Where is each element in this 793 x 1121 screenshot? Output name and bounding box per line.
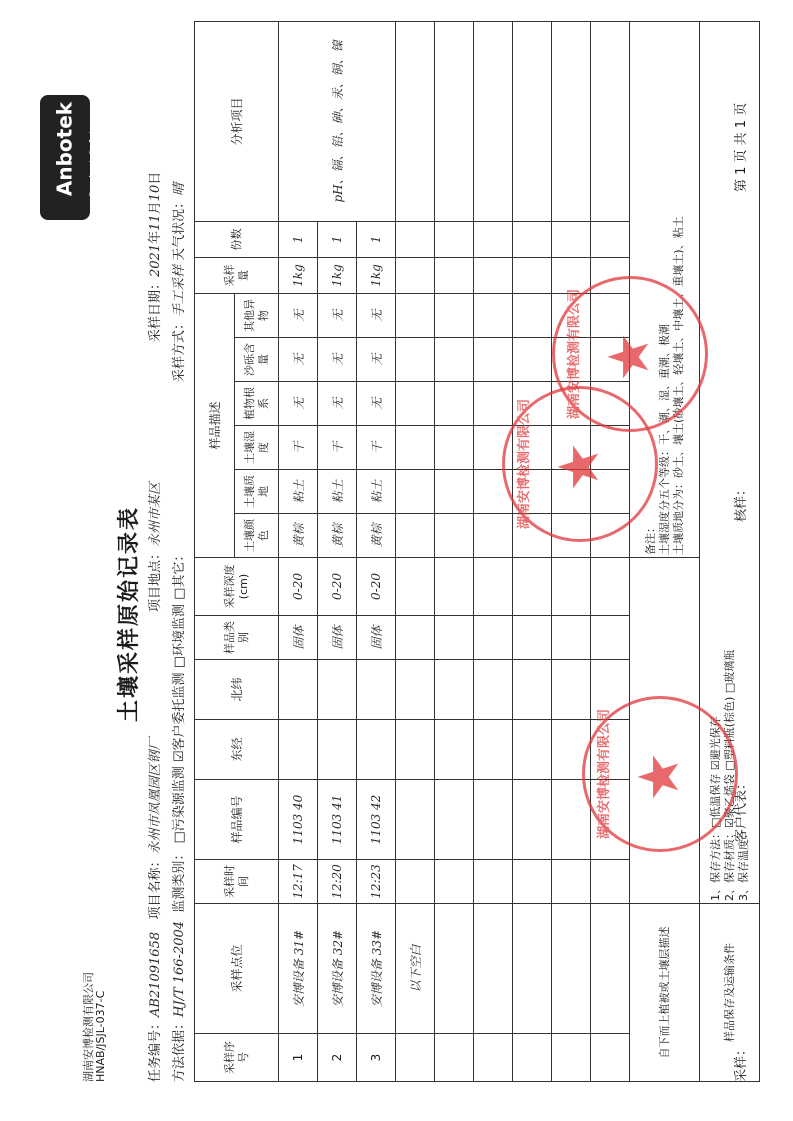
row-texture: 粘土 [318,470,357,514]
header-roots: 植物根系 [235,382,279,426]
storage-method: 1、保存方法：□低温保存 ☑避光保存 [708,716,722,901]
row-roots: 无 [279,382,318,426]
storage-material: 2、保存材质：☑聚乙烯袋 □塑料瓶(棕色) □玻璃瓶 [722,649,736,901]
row-time: 12:20 [318,860,357,904]
table-row [396,21,435,1081]
monitor-type-client[interactable]: ☑客户委托监测 [172,672,187,763]
year-label: 年 [148,230,163,244]
date-day: 10 [148,184,163,202]
method-row [168,549,187,1082]
header-time: 采样时间 [195,860,279,904]
row-amount: 1kg [318,257,357,293]
row-depth: 0-20 [318,558,357,616]
header-longitude: 东经 [195,720,279,780]
task-number-row [144,737,163,1082]
row-moisture: 干 [279,426,318,470]
table-row [435,21,474,1081]
table-row [474,21,513,1081]
sampling-method-row [168,183,187,382]
blank-note: 以下空白 [396,904,435,1034]
company-seal [582,696,738,852]
company-name: 湖南安博检测有限公司 [82,972,95,1082]
row-depth: 0-20 [357,558,396,616]
page-number: 第 1 页 共 1 页 [734,102,749,192]
row-point: 安博设备 33# [357,904,396,1034]
project-label: 项目名称： [148,854,163,920]
header-copies: 份数 [195,221,279,257]
monitor-type-label: 监测类别： [172,847,187,913]
row-color: 黄棕 [318,514,357,558]
header-other: 其他异物 [235,293,279,337]
layer-description-label: 自下而上植被或土壤层描述 [630,904,700,1082]
header-latitude: 北纬 [195,660,279,720]
texture-levels: 土壤质地分为：砂土、壤土(砂壤土、轻壤土、中壤土、重壤土)、粘土 [671,216,685,555]
header-point: 采样点位 [195,904,279,1034]
weather-label: 天气状况： [172,195,187,261]
date-year: 2021 [148,243,163,277]
month-label: 月 [148,201,163,215]
row-gravel: 无 [357,338,396,382]
row-longitude [318,720,357,780]
monitor-type-pollution[interactable]: □污染源监测 [172,766,187,844]
row-amount: 1kg [279,257,318,293]
date-month: 11 [148,214,163,231]
date-row [144,172,163,342]
layer-description-row [630,21,700,1081]
row-seq: 2 [318,1034,357,1082]
star-icon: ★ [597,331,662,382]
row-copies: 1 [318,221,357,257]
row-type: 固体 [318,616,357,660]
row-sample-id: 1103 42 [357,780,396,860]
row-type: 固体 [357,616,396,660]
header-seq: 采样序号 [195,1034,279,1082]
row-other: 无 [279,293,318,337]
row-longitude [357,720,396,780]
logo-name: Anbotek [52,101,77,197]
row-time: 12:17 [279,860,318,904]
date-label: 采样日期： [148,276,163,342]
row-point: 安博设备 32# [318,904,357,1034]
row-latitude [279,660,318,720]
row-point: 安博设备 31# [279,904,318,1034]
table-row [279,21,318,1081]
row-texture: 粘土 [279,470,318,514]
header-gravel: 沙砾含量 [235,338,279,382]
row-seq: 1 [279,1034,318,1082]
monitor-type-environment[interactable]: □环境监测 [172,604,187,669]
storage-temperature: 3、保存温度： [736,828,750,901]
row-roots: 无 [357,382,396,426]
row-sample-id: 1103 41 [318,780,357,860]
row-latitude [357,660,396,720]
row-gravel: 无 [279,338,318,382]
task-number-value: AB21091658 [148,931,163,1017]
row-other: 无 [357,293,396,337]
table-row [513,21,552,1081]
header-moisture: 土壤湿度 [235,426,279,470]
reviewer-signature [730,483,749,522]
row-depth: 0-20 [279,558,318,616]
company-seal-text: 湖南安博检测有限公司 [517,399,532,530]
moisture-levels: 土壤湿度分五个等级：干、潮、湿、重潮、极潮 [657,324,671,555]
header-color: 土壤颜色 [235,514,279,558]
sampler-signature [730,1043,749,1082]
anbotek-logo [40,95,100,220]
header-depth: 采样深度(cm) [195,558,279,616]
row-longitude [279,720,318,780]
client-rep-label: 客户代表： [734,776,749,842]
sampling-table [194,21,760,1082]
header-type: 样品类别 [195,616,279,660]
weather-value: 晴 [172,182,187,196]
row-roots: 无 [318,382,357,426]
method-basis-label: 方法依据： [172,1016,187,1082]
logo-sub: Product Safety [88,123,100,198]
company-seal-text: 湖南安博检测有限公司 [597,709,612,840]
sampling-method-label: 采样方式： [172,316,187,382]
row-texture: 粘土 [357,470,396,514]
row-moisture: 干 [318,426,357,470]
project-value: 永州市凤凰园区钢厂 [148,737,163,855]
row-copies: 1 [357,221,396,257]
company-seal [552,276,708,432]
row-other: 无 [318,293,357,337]
analysis-items: pH、镉、铅、砷、汞、铜、镍 [279,21,396,221]
page-title: 土壤采样原始记录表 [117,505,142,722]
row-sample-id: 1103 40 [279,780,318,860]
monitor-type-other[interactable]: □其它： [172,548,187,600]
row-color: 黄棕 [279,514,318,558]
header-texture: 土壤质地 [235,470,279,514]
row-amount: 1kg [357,257,396,293]
location-value: 永州市某区 [148,481,163,547]
location-label: 项目地点： [148,546,163,612]
sampler-label: 采样： [734,1042,749,1082]
method-basis-value: HJ/T 166-2004 [172,920,187,1017]
location-row [144,482,163,612]
row-copies: 1 [279,221,318,257]
task-number-label: 任务编号： [148,1016,163,1082]
row-type: 固体 [279,616,318,660]
header-amount: 采样量 [195,257,279,293]
star-icon: ★ [547,441,612,492]
star-icon: ★ [627,751,692,802]
row-seq: 3 [357,1034,396,1082]
remarks-label: 备注： [643,522,657,555]
row-color: 黄棕 [357,514,396,558]
row-moisture: 干 [357,426,396,470]
storage-label: 样品保存及运输条件 [700,904,760,1082]
table-row [591,21,630,1081]
row-gravel: 无 [318,338,357,382]
row-latitude [318,660,357,720]
row-time: 12:23 [357,860,396,904]
sampling-method-value: 手工采样 [172,264,187,317]
table-row [552,21,591,1081]
company-seal-text: 湖南安博检测有限公司 [567,289,582,420]
header-sample-id: 样品编号 [195,780,279,860]
header-analysis: 分析项目 [195,21,279,221]
document-number: HNAB/JSJL-037-C [94,990,107,1082]
header-description: 样品描述 [195,293,235,557]
day-label: 日 [148,171,163,185]
reviewer-label: 核样： [734,482,749,522]
